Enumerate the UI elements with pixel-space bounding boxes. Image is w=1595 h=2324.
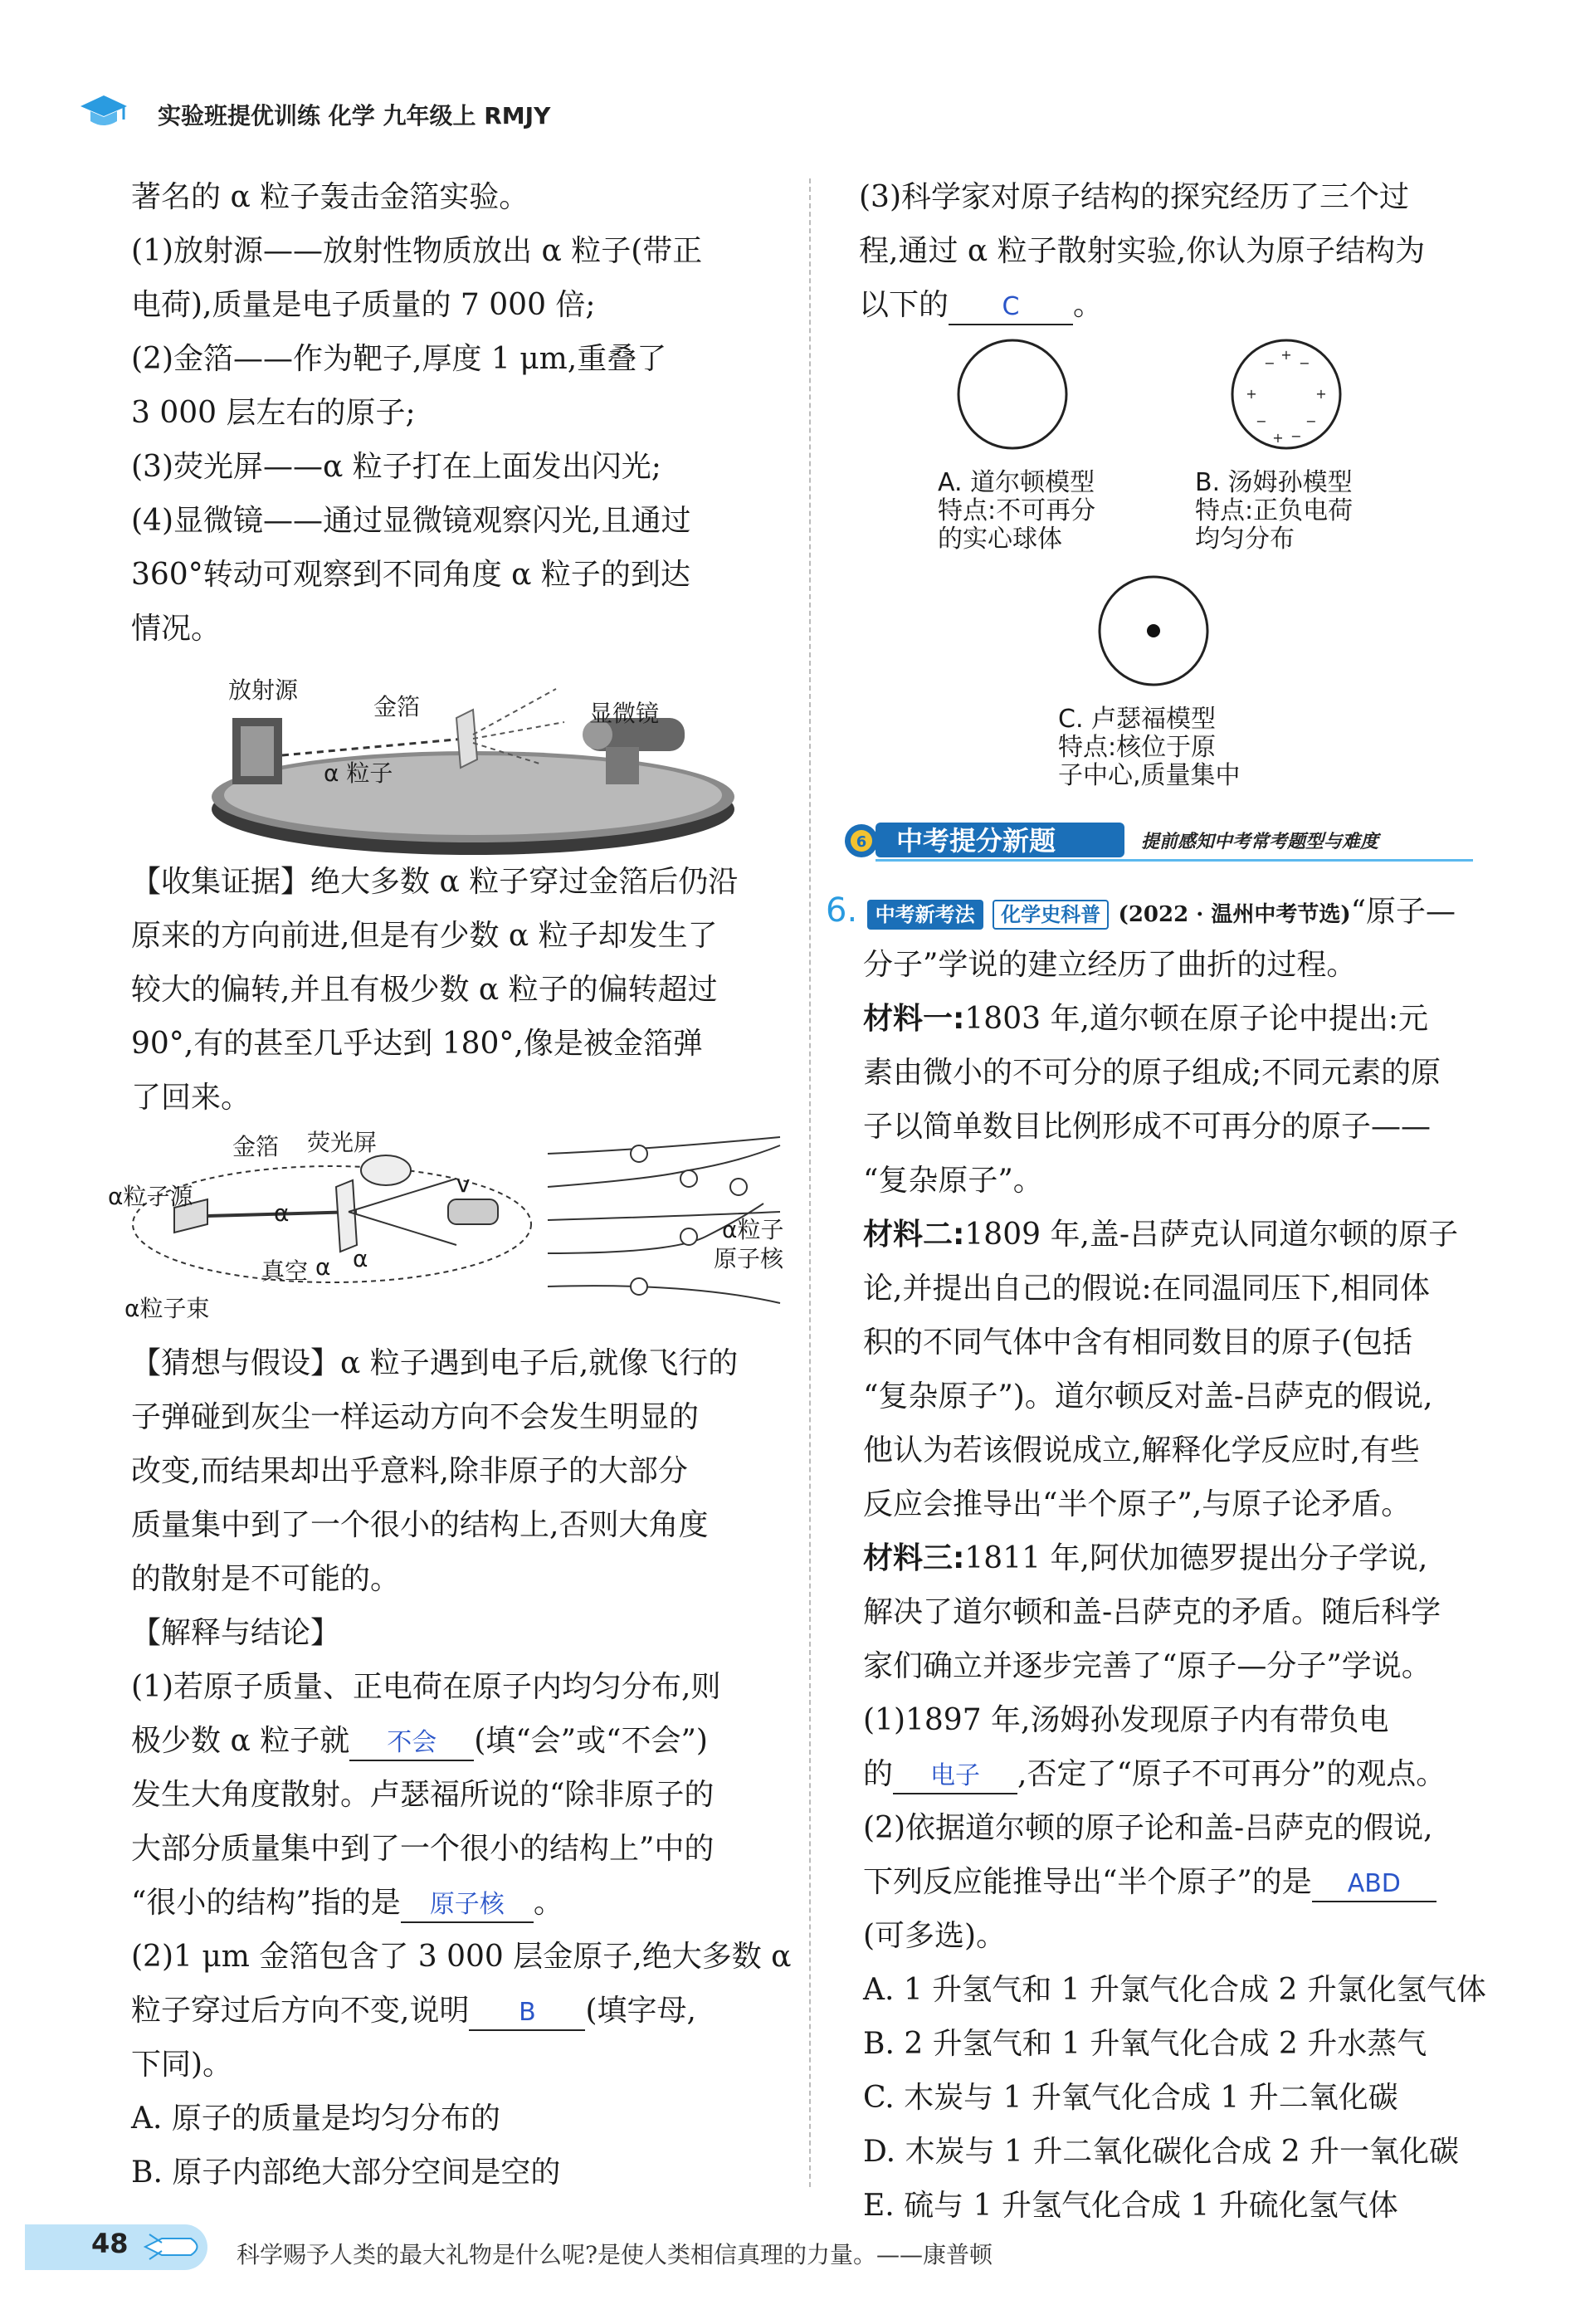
text-line: (2)金箔——作为靶子,厚度 1 μm,重叠了 xyxy=(131,342,667,376)
text-line: (1)1897 年,汤姆孙发现原子内有带负电 xyxy=(863,1703,1389,1737)
text-span: 。 xyxy=(1073,288,1104,322)
text-span: “原子— xyxy=(1350,895,1456,929)
section-banner xyxy=(838,818,1477,861)
text-line: (2)1 μm 金箔包含了 3 000 层金原子,绝大多数 α xyxy=(131,1940,792,1974)
text-span: 粒子穿过后方向不变,说明 xyxy=(131,1994,470,2028)
answer-blank-p2[interactable]: ABD xyxy=(1312,1868,1436,1902)
text-line: 90°,有的甚至几乎达到 180°,像是被金箔弹 xyxy=(131,1027,703,1061)
svg-text:−: − xyxy=(1256,413,1267,429)
svg-text:+: + xyxy=(1272,430,1284,446)
intro-section xyxy=(131,170,795,656)
tag-new-method: 中考新考法 xyxy=(867,900,983,930)
answer-blank-q3[interactable]: C xyxy=(949,290,1073,325)
fig1-label-foil: 金箔 xyxy=(373,693,421,720)
question-number: 6. xyxy=(826,891,858,930)
svg-text:6: 6 xyxy=(856,833,867,851)
fig2-label-particle: α粒子 xyxy=(722,1216,784,1243)
model-b-feature: 特点:正负电荷 xyxy=(1195,496,1354,525)
text-line: “复杂原子”。 xyxy=(863,1164,1043,1198)
model-a-caption xyxy=(938,469,1095,554)
model-c-caption xyxy=(1058,706,1241,790)
text-line: 积的不同气体中含有相同数目的原子(包括 xyxy=(863,1326,1413,1360)
text-span: 1811 年,阿伏加德罗提出分子学说, xyxy=(964,1541,1428,1575)
fig1-label-alpha: α 粒子 xyxy=(324,759,393,787)
hypothesis-section xyxy=(131,1336,795,2200)
conclusion-title: 【解释与结论】 xyxy=(131,1616,341,1650)
text-line xyxy=(863,1855,1544,1909)
svg-text:+: + xyxy=(1246,386,1257,402)
svg-text:+: + xyxy=(1315,386,1327,402)
text-span: ,否定了“原子不可再分”的观点。 xyxy=(1017,1757,1446,1791)
text-line: 论,并提出自己的假说:在同温同压下,相同体 xyxy=(863,1272,1431,1306)
material-label: 材料三: xyxy=(863,1541,965,1575)
text-line: 电荷),质量是电子质量的 7 000 倍; xyxy=(131,288,596,322)
fig1-label-source: 放射源 xyxy=(228,676,299,704)
graduation-cap-icon xyxy=(79,91,129,133)
scattering-figure xyxy=(108,1129,805,1328)
text-line xyxy=(863,1747,1544,1801)
option-a: A. 1 升氢气和 1 升氯气化合成 2 升氯化氢气体 xyxy=(863,1973,1486,2007)
text-line xyxy=(131,1876,795,1930)
text-line: 原来的方向前进,但是有少数 α 粒子却发生了 xyxy=(131,919,718,953)
model-c-name: C. 卢瑟福模型 xyxy=(1058,705,1217,734)
text-line xyxy=(131,1714,795,1768)
text-span: 下列反应能推导出“半个原子”的是 xyxy=(863,1865,1312,1899)
q6-first-line xyxy=(826,884,1539,942)
option-a: A. 原子的质量是均匀分布的 xyxy=(131,2102,500,2136)
model-a-name: A. 道尔顿模型 xyxy=(938,468,1095,497)
text-line xyxy=(863,1208,1544,1262)
banner-title: 中考提分新题 xyxy=(896,825,1056,857)
model-c-feature: 特点:核位于原 xyxy=(1058,733,1217,762)
question-6-body xyxy=(863,938,1544,2233)
option-e: E. 硫与 1 升氢气化合成 1 升硫化氢气体 xyxy=(863,2189,1398,2223)
q6-source: (2022 · 温州中考节选) xyxy=(1118,902,1351,927)
text-line: 【收集证据】绝大多数 α 粒子穿过金箔后仍沿 xyxy=(131,865,739,899)
text-line: 素由微小的不可分的原子组成;不同元素的原 xyxy=(863,1056,1441,1090)
fig2-label-vacuum: 真空 xyxy=(261,1257,309,1285)
banner-subtitle: 提前感知中考常考题型与难度 xyxy=(1141,831,1379,852)
fig2-label-beam: α粒子束 xyxy=(124,1295,210,1322)
fig2-label-alpha-2: α xyxy=(315,1253,331,1281)
svg-text:−: − xyxy=(1299,355,1310,371)
answer-blank-q1a[interactable]: 不会 xyxy=(349,1726,474,1761)
apparatus-figure xyxy=(207,672,739,855)
atom-model-c xyxy=(1095,573,1212,689)
right-column-top xyxy=(859,170,1539,332)
evidence-section xyxy=(131,855,795,1125)
model-b-caption xyxy=(1195,469,1353,554)
header-title: 实验班提优训练 化学 九年级上 RMJY xyxy=(158,102,551,129)
text-line: (3)荧光屏——α 粒子打在上面发出闪光; xyxy=(131,450,661,484)
answer-blank-q1b[interactable]: 原子核 xyxy=(401,1888,534,1923)
model-c-feature-2: 子中心,质量集中 xyxy=(1058,761,1241,790)
text-line: (4)显微镜——通过显微镜观察闪光,且通过 xyxy=(131,504,691,538)
model-b-name: B. 汤姆孙模型 xyxy=(1195,468,1353,497)
model-a-feature-2: 的实心球体 xyxy=(938,525,1062,554)
column-divider xyxy=(809,178,811,2187)
text-line: 分子”学说的建立经历了曲折的过程。 xyxy=(863,948,1357,982)
text-line xyxy=(863,1531,1544,1585)
text-span: 1803 年,道尔顿在原子论中提出:元 xyxy=(964,1002,1429,1036)
option-d: D. 木炭与 1 升二氧化碳化合成 2 升一氧化碳 xyxy=(863,2135,1460,2169)
text-line: 家们确立并逐步完善了“原子—分子”学说。 xyxy=(863,1649,1432,1683)
option-c: C. 木炭与 1 升氧气化合成 1 升二氧化碳 xyxy=(863,2081,1398,2115)
fig2-label-nucleus: 原子核 xyxy=(714,1245,784,1272)
text-line: 解决了道尔顿和盖-吕萨克的矛盾。随后科学 xyxy=(863,1595,1441,1629)
text-line: 子弹碰到灰尘一样运动方向不会发生明显的 xyxy=(131,1400,700,1434)
text-line: 的散射是不可能的。 xyxy=(131,1562,401,1596)
text-line: 发生大角度散射。卢瑟福所说的“除非原子的 xyxy=(131,1778,715,1812)
text-line: 著名的 α 粒子轰击金箔实验。 xyxy=(131,180,529,214)
material-label: 材料二: xyxy=(863,1218,965,1252)
text-span: 以下的 xyxy=(859,288,949,322)
text-line: 大部分质量集中到了一个很小的结构上”中的 xyxy=(131,1832,715,1866)
fig2-label-alpha-3: α xyxy=(353,1245,368,1272)
text-line: 情况。 xyxy=(131,612,222,646)
text-line: “复杂原子”)。道尔顿反对盖-吕萨克的假说, xyxy=(863,1379,1433,1413)
text-line xyxy=(859,278,1539,332)
svg-text:−: − xyxy=(1264,355,1276,371)
fig2-label-foil: 金箔 xyxy=(232,1133,280,1160)
text-line: (1)若原子质量、正电荷在原子内均匀分布,则 xyxy=(131,1670,721,1704)
option-b: B. 原子内部绝大部分空间是空的 xyxy=(131,2156,561,2190)
text-span: “很小的结构”指的是 xyxy=(131,1886,401,1920)
option-b: B. 2 升氢气和 1 升氧气化合成 2 升水蒸气 xyxy=(863,2027,1427,2061)
footer-quote: 科学赐予人类的最大礼物是什么呢?是使人类相信真理的力量。——康普顿 xyxy=(237,2241,993,2268)
text-line: 3 000 层左右的原子; xyxy=(131,396,416,430)
fig2-label-screen: 荧光屏 xyxy=(307,1129,378,1156)
question-6 xyxy=(826,884,1539,942)
page-number: 48 xyxy=(91,2228,129,2259)
text-line: (3)科学家对原子结构的探究经历了三个过 xyxy=(859,180,1409,214)
tag-history: 化学史科普 xyxy=(993,900,1109,930)
answer-blank-p1[interactable]: 电子 xyxy=(893,1760,1017,1794)
text-line xyxy=(863,992,1544,1046)
fig1-label-microscope: 显微镜 xyxy=(589,700,660,727)
text-line: 子以简单数目比例形成不可再分的原子—— xyxy=(863,1110,1432,1144)
text-line: (2)依据道尔顿的原子论和盖-吕萨克的假说, xyxy=(863,1811,1433,1845)
text-line xyxy=(131,1984,795,2038)
text-span: (填字母, xyxy=(585,1994,696,2028)
text-line: 360°转动可观察到不同角度 α 粒子的到达 xyxy=(131,558,690,592)
rocket-icon xyxy=(141,2226,207,2268)
left-column xyxy=(131,170,795,656)
fig2-label-source: α粒子源 xyxy=(108,1183,193,1210)
text-line: 较大的偏转,并且有极少数 α 粒子的偏转超过 xyxy=(131,973,718,1007)
text-line: 【猜想与假设】α 粒子遇到电子后,就像飞行的 xyxy=(131,1346,739,1380)
atom-model-b xyxy=(1228,336,1344,452)
model-a-feature: 特点:不可再分 xyxy=(938,496,1096,525)
svg-text:+: + xyxy=(1280,347,1292,363)
text-span: 的 xyxy=(863,1757,894,1791)
answer-blank-q2[interactable]: B xyxy=(469,1996,585,2031)
header xyxy=(79,91,743,133)
fig2-label-alpha: α xyxy=(274,1199,290,1227)
text-line: (可多选)。 xyxy=(863,1919,1007,1953)
atom-model-a xyxy=(954,336,1071,452)
text-line: 他认为若该假说成立,解释化学反应时,有些 xyxy=(863,1433,1420,1467)
banner-underline xyxy=(876,859,1473,862)
text-span: 1809 年,盖-吕萨克认同道尔顿的原子 xyxy=(964,1218,1459,1252)
svg-text:−: − xyxy=(1290,428,1302,444)
material-label: 材料一: xyxy=(863,1002,965,1036)
svg-text:−: − xyxy=(1305,413,1317,429)
text-line: (1)放射源——放射性物质放出 α 粒子(带正 xyxy=(131,234,703,268)
text-line: 下同)。 xyxy=(131,2048,233,2082)
text-line: 质量集中到了一个很小的结构上,否则大角度 xyxy=(131,1508,709,1542)
fig2-label-v: v xyxy=(456,1170,471,1198)
text-span: 极少数 α 粒子就 xyxy=(131,1724,350,1758)
scattering-illustration xyxy=(108,1129,805,1328)
text-span: (填“会”或“不会”) xyxy=(474,1724,708,1758)
text-line: 了回来。 xyxy=(131,1081,251,1115)
text-span: 。 xyxy=(533,1886,563,1920)
text-line: 改变,而结果却出乎意料,除非原子的大部分 xyxy=(131,1454,688,1488)
model-b-feature-2: 均匀分布 xyxy=(1195,525,1295,554)
text-line: 反应会推导出“半个原子”,与原子论矛盾。 xyxy=(863,1487,1412,1521)
text-line: 程,通过 α 粒子散射实验,你认为原子结构为 xyxy=(859,234,1426,268)
